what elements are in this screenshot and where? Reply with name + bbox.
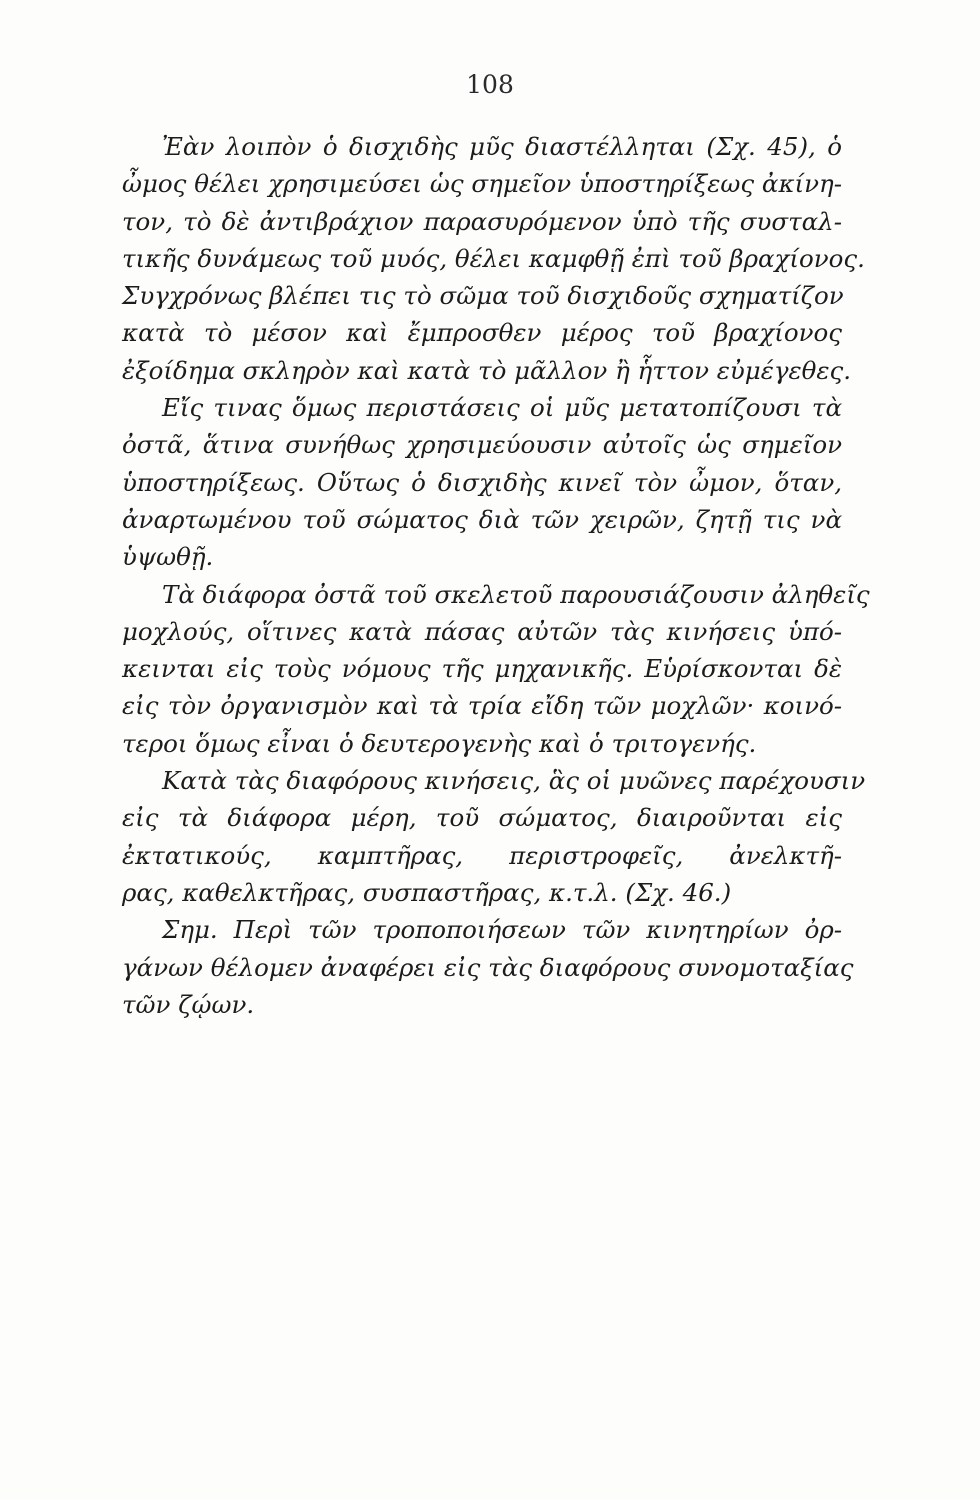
text-line: ὑποστηρίξεως. Οὕτως ὁ δισχιδὴς κινεῖ τὸν ὦμον, ὅταν, (122, 467, 842, 497)
text-line: ἀναρτωμένου τοῦ σώματος διὰ τῶν χειρῶν, ζητῇ τις νὰ (122, 504, 842, 534)
text-line: ὀστᾶ, ἅτινα συνήθως χρησιμεύουσιν αὐτοῖς ὡς σημεῖον (122, 430, 842, 460)
text-line: κατὰ τὸ μέσον καὶ ἔμπροσθεν μέρος τοῦ βραχίονος (122, 318, 842, 348)
text-line: ρας, καθελκτῆρας, συσπαστῆρας, κ.τ.λ. (Σχ. 46.) (122, 877, 732, 907)
text-line: τεροι ὅμως εἶναι ὁ δευτερογενὴς καὶ ὁ τριτογενής. (122, 728, 757, 758)
text-line: Ἐὰν λοιπὸν ὁ δισχιδὴς μῦς διαστέλληται (Σχ. 45), ὁ (162, 132, 842, 161)
text-line: τῶν ζῴων. (122, 989, 255, 1019)
text-line: ἐξοίδημα σκληρὸν καὶ κατὰ τὸ μᾶλλον ἢ ἧττον εὐμέγεθες. (122, 355, 852, 385)
text-line: Κατὰ τὰς διαφόρους κινήσεις, ἃς οἱ μυῶνες παρέχουσιν (162, 766, 866, 796)
text-line: εἰς τὰ διάφορα μέρη, τοῦ σώματος, διαιροῦνται εἰς (122, 803, 842, 833)
text-line: εἰς τὸν ὀργανισμὸν καὶ τὰ τρία εἴδη τῶν μοχλῶν· κοινό- (122, 691, 842, 721)
text-line: τικῆς δυνάμεως τοῦ μυός, θέλει καμφθῇ ἐπὶ τοῦ βραχίονος. (122, 243, 865, 273)
text-line: ἐκτατικούς, καμπτῆρας, περιστροφεῖς, ἀνελκτῆ- (122, 840, 842, 870)
body-text (122, 128, 870, 1023)
page-number: 108 (466, 70, 514, 99)
text-line: γάνων θέλομεν ἀναφέρει εἰς τὰς διαφόρους συνομοταξίας (122, 952, 854, 982)
text-line: Συγχρόνως βλέπει τις τὸ σῶμα τοῦ δισχιδοῦς σχηματίζον (122, 281, 844, 311)
text-line: Τὰ διάφορα ὀστᾶ τοῦ σκελετοῦ παρουσιάζουσιν ἀληθεῖς (162, 579, 870, 609)
text-line: Εἴς τινας ὅμως περιστάσεις οἱ μῦς μετατοπίζουσι τὰ (162, 393, 842, 423)
text-line: Σημ. Περὶ τῶν τροποποιήσεων τῶν κινητηρίων ὀρ- (162, 915, 842, 945)
text-line: μοχλούς, οἵτινες κατὰ πάσας αὐτῶν τὰς κινήσεις ὑπό- (122, 616, 842, 646)
text-line: ὑψωθῇ. (122, 542, 214, 572)
text-line: ὦμος θέλει χρησιμεύσει ὡς σημεῖον ὑποστηρίξεως ἀκίνη- (122, 169, 842, 199)
text-line: κεινται εἰς τοὺς νόμους τῆς μηχανικῆς. Εὑρίσκονται δὲ (122, 654, 842, 684)
text-line: τον, τὸ δὲ ἀντιβράχιον παρασυρόμενον ὑπὸ τῆς συσταλ- (122, 206, 842, 236)
